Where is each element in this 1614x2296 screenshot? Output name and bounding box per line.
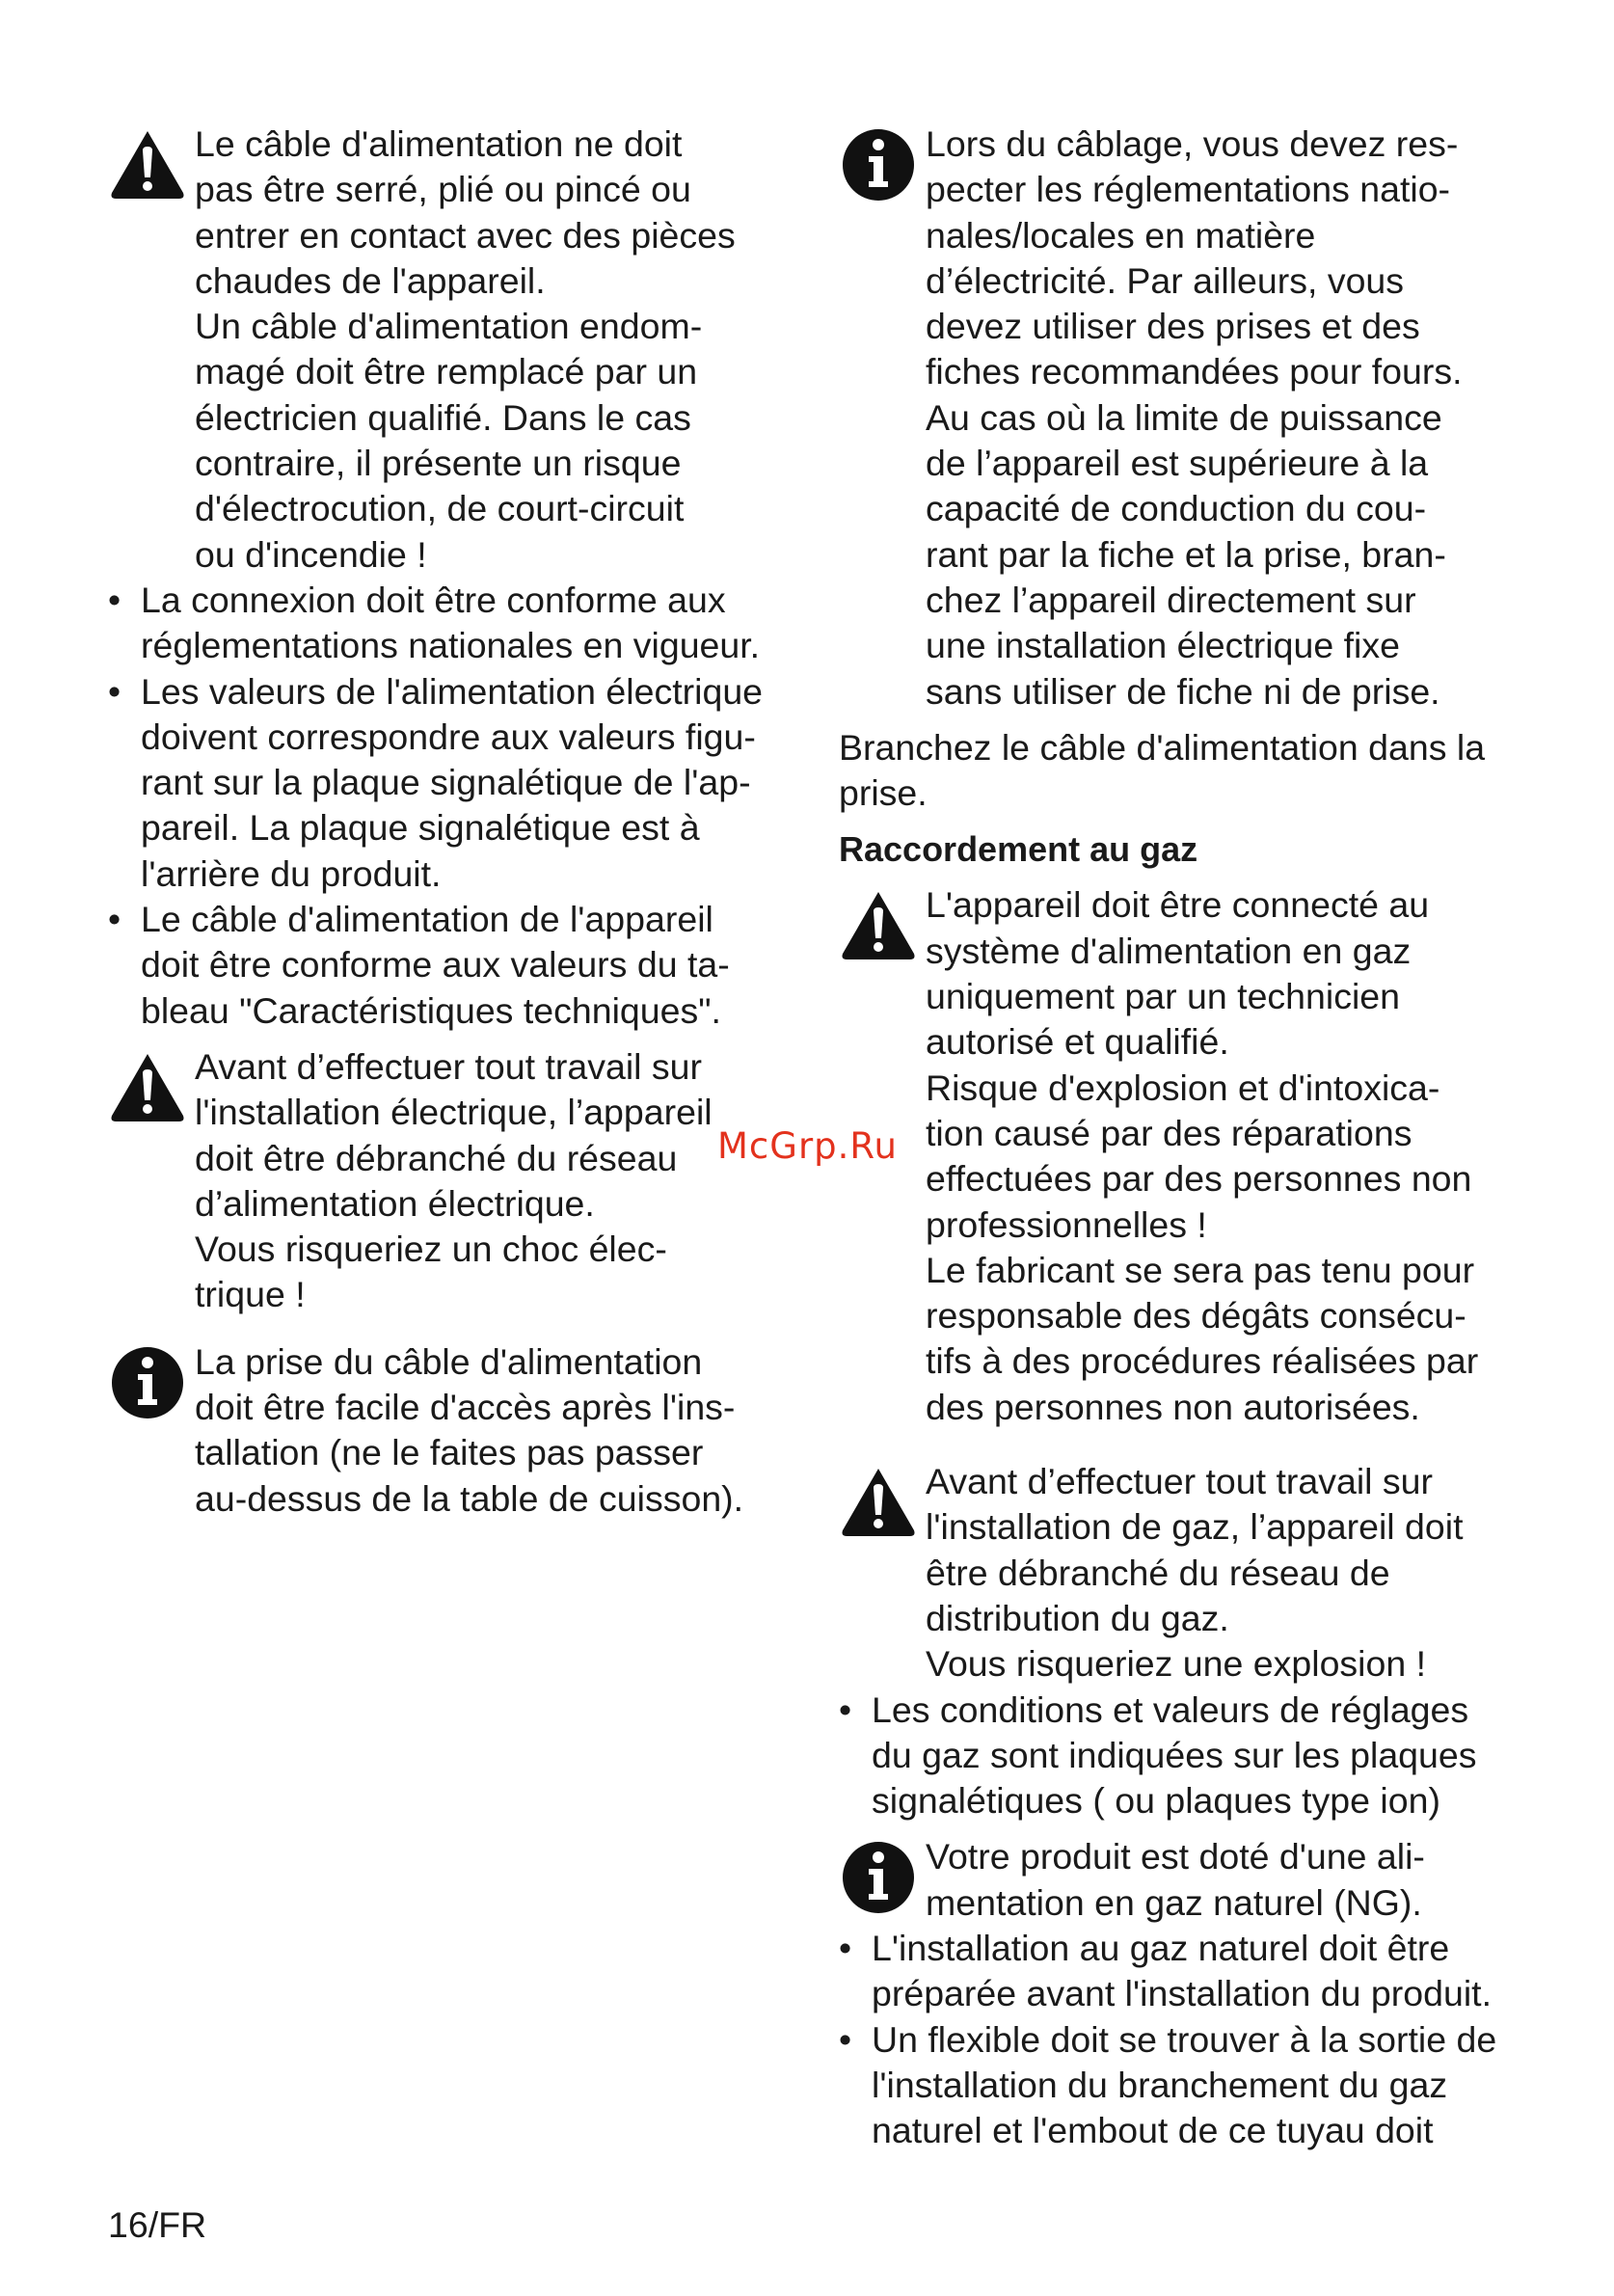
watermark: McGrp.Ru bbox=[717, 1125, 898, 1167]
list-item: • Un flexible doit se trouver à la sortie de l'installation du branchement du gaz naturel et l'embout de ce tuyau doit bbox=[839, 2018, 1497, 2151]
bullet-list-electrical bbox=[108, 578, 783, 1034]
info-notice-plug-access bbox=[108, 1339, 783, 1522]
list-item: • Les conditions et valeurs de réglages du gaz sont indiquées sur les plaques signalétiques ( ou plaques type ion) bbox=[839, 1688, 1477, 1822]
page-number: 16/FR bbox=[108, 2204, 207, 2245]
warning-notice-power-cable bbox=[108, 122, 783, 578]
warning-icon bbox=[839, 1463, 918, 1542]
info-icon bbox=[108, 1343, 187, 1422]
right-column bbox=[839, 122, 1533, 2153]
list-item: • Le câble d'alimentation de l'appareil doit être conforme aux valeurs du ta- bleau "Caractéristiques techniques". bbox=[108, 899, 730, 1031]
paragraph-plug-in: Branchez le câble d'alimentation dans la prise. bbox=[839, 726, 1486, 814]
info-notice-natural-gas bbox=[839, 1834, 1533, 1926]
warning-notice-disconnect-power bbox=[108, 1044, 783, 1318]
notice-text: Avant d’effectuer tout travail sur l'installation de gaz, l’appareil doit être débranché du réseau de distribution du gaz. Vous risqueriez une explosion ! bbox=[926, 1461, 1464, 1685]
warning-notice-gas-technician bbox=[839, 882, 1533, 1430]
notice-text: Le câble d'alimentation ne doit pas être serré, plié ou pincé ou entrer en contact avec des pièces chaudes de l'appareil. Un câble d'alimentation endom- magé doit être remplacé par un électricien qualifié. Dans le cas contraire, il présente un risque d'électrocution, de court-circuit ou d'incendie ! bbox=[195, 123, 736, 575]
list-item: • Les valeurs de l'alimentation électrique doivent correspondre aux valeurs figu- rant sur la plaque signalétique de l'ap- pareil. La plaque signalétique est à l'arrière du produit. bbox=[108, 670, 764, 894]
bullet-list-gas-settings bbox=[839, 1688, 1533, 1824]
info-icon bbox=[839, 1838, 918, 1917]
warning-notice-disconnect-gas bbox=[839, 1459, 1533, 1687]
notice-text: L'appareil doit être connecté au système d'alimentation en gaz uniquement par un technicien autorisé et qualifié. Risque d'explosion et d'intoxica- tion causé par des réparations effectuées par des personnes non professionnelles ! Le fabricant se sera pas tenu pour responsable des dégâts consécu- tifs à des procédures réalisées par des personnes non autorisées. bbox=[926, 884, 1479, 1427]
info-notice-wiring bbox=[839, 122, 1533, 715]
left-column bbox=[108, 122, 783, 1522]
notice-text: Lors du câblage, vous devez res- pecter les réglementations natio- nales/locales en matière d’électricité. Par ailleurs, vous devez utiliser des prises et des fiches recommandées pour fours. Au cas où la limite de puissance de l’appareil est supérieure à la capacité de conduction du cou- rant par la fiche et la prise, bran- chez l’appareil directement sur une installation électrique fixe sans utiliser de fiche ni de prise. bbox=[926, 123, 1463, 712]
bullet-list-gas-installation bbox=[839, 1926, 1533, 2153]
warning-icon bbox=[108, 125, 187, 204]
notice-text: Votre produit est doté d'une ali- mentation en gaz naturel (NG). bbox=[926, 1836, 1425, 1923]
section-heading-gas-connection: Raccordement au gaz bbox=[839, 829, 1198, 870]
info-icon bbox=[839, 125, 918, 204]
notice-text: Avant d’effectuer tout travail sur l'installation électrique, l’appareil doit être débranché du réseau d’alimentation électrique. Vous risqueriez un choc élec- trique ! bbox=[195, 1045, 713, 1315]
list-item: • L'installation au gaz naturel doit être préparée avant l'installation du produit. bbox=[839, 1927, 1492, 2014]
list-item: • La connexion doit être conforme aux réglementations nationales en vigueur. bbox=[108, 579, 761, 666]
warning-icon bbox=[839, 886, 918, 965]
notice-text: La prise du câble d'alimentation doit être facile d'accès après l'ins- tallation (ne le faites pas passer au-dessus de la table de cuisson). bbox=[195, 1340, 744, 1519]
warning-icon bbox=[108, 1048, 187, 1127]
